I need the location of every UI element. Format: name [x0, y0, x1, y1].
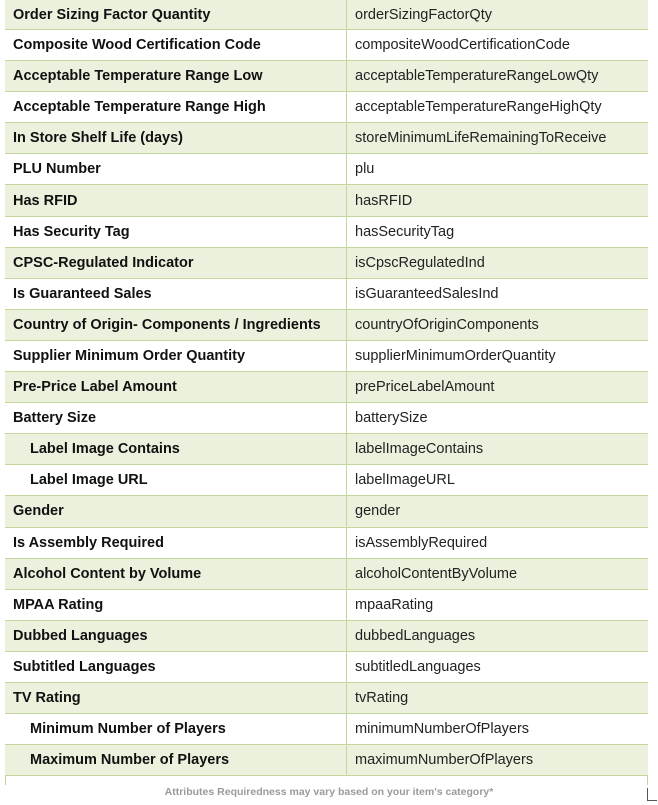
corner-mark	[647, 788, 657, 801]
attribute-label: Acceptable Temperature Range Low	[5, 61, 347, 91]
attribute-label: Maximum Number of Players	[5, 745, 347, 775]
table-row	[5, 248, 648, 279]
table-row	[5, 217, 648, 248]
attribute-field-name: countryOfOriginComponents	[355, 316, 539, 333]
table-row	[5, 434, 648, 465]
attribute-field-name: plu	[355, 161, 375, 178]
attribute-field-name: isCpscRegulatedInd	[355, 254, 485, 271]
attribute-label: Composite Wood Certification Code	[5, 30, 347, 60]
table-row	[5, 590, 648, 621]
attribute-field-name: alcoholContentByVolume	[355, 565, 518, 582]
table-row	[5, 185, 648, 216]
attribute-label: Gender	[5, 496, 347, 526]
table-row	[5, 154, 648, 185]
table-row	[5, 683, 648, 714]
table-row	[5, 528, 648, 559]
attribute-label: Country of Origin- Components / Ingredients	[5, 310, 347, 340]
attribute-label: Order Sizing Factor Quantity	[5, 0, 347, 29]
attribute-label: Pre-Price Label Amount	[5, 372, 347, 402]
attribute-label: Dubbed Languages	[5, 621, 347, 651]
attribute-field-name: supplierMinimumOrderQuantity	[355, 347, 556, 364]
attribute-field-name: minimumNumberOfPlayers	[355, 721, 530, 738]
attribute-field-name: isAssemblyRequired	[355, 534, 488, 551]
table-row	[5, 745, 648, 776]
attribute-label: Subtitled Languages	[5, 652, 347, 682]
attribute-label: Is Guaranteed Sales	[5, 279, 347, 309]
attribute-label: Alcohol Content by Volume	[5, 559, 347, 589]
table-row	[5, 30, 648, 61]
table-row	[5, 652, 648, 683]
attribute-field-name: storeMinimumLifeRemainingToReceive	[355, 130, 607, 147]
attribute-label: Battery Size	[5, 403, 347, 433]
attribute-label: MPAA Rating	[5, 590, 347, 620]
attribute-field-name: hasSecurityTag	[355, 223, 455, 240]
table-row	[5, 92, 648, 123]
attribute-field-name: dubbedLanguages	[355, 627, 476, 644]
attribute-field-name: acceptableTemperatureRangeHighQty	[355, 99, 602, 116]
attribute-field-name: batterySize	[355, 410, 428, 427]
attribute-label: Label Image Contains	[5, 434, 347, 464]
table-row	[5, 496, 648, 527]
attribute-field-name: isGuaranteedSalesInd	[355, 285, 499, 302]
table-row	[5, 0, 648, 30]
attribute-label: In Store Shelf Life (days)	[5, 123, 347, 153]
attribute-label: PLU Number	[5, 154, 347, 184]
attribute-field-name: maximumNumberOfPlayers	[355, 752, 534, 769]
attribute-field-name: labelImageContains	[355, 441, 484, 458]
table-row	[5, 403, 648, 434]
attribute-field-name: prePriceLabelAmount	[355, 379, 495, 396]
table-row	[5, 310, 648, 341]
attribute-field-name: mpaaRating	[355, 596, 434, 613]
attribute-table	[5, 0, 648, 776]
table-row	[5, 61, 648, 92]
attribute-label: Label Image URL	[5, 465, 347, 495]
attribute-field-name: acceptableTemperatureRangeLowQty	[355, 68, 599, 85]
attribute-label: Has RFID	[5, 185, 347, 215]
attribute-label: Is Assembly Required	[5, 528, 347, 558]
attribute-label: Minimum Number of Players	[5, 714, 347, 744]
attribute-label: TV Rating	[5, 683, 347, 713]
table-row	[5, 341, 648, 372]
attribute-label: Supplier Minimum Order Quantity	[5, 341, 347, 371]
footnote: Attributes Requiredness may vary based on your item's category*	[164, 786, 494, 798]
attribute-label: Has Security Tag	[5, 217, 347, 247]
attribute-field-name: compositeWoodCertificationCode	[355, 37, 570, 54]
table-row	[5, 714, 648, 745]
attribute-field-name: hasRFID	[355, 192, 413, 209]
table-row	[5, 465, 648, 496]
table-row	[5, 123, 648, 154]
table-row	[5, 279, 648, 310]
table-row	[5, 372, 648, 403]
table-row	[5, 559, 648, 590]
attribute-field-name: tvRating	[355, 690, 409, 707]
table-row	[5, 621, 648, 652]
attribute-label: CPSC-Regulated Indicator	[5, 248, 347, 278]
attribute-label: Acceptable Temperature Range High	[5, 92, 347, 122]
attribute-field-name: subtitledLanguages	[355, 658, 481, 675]
attribute-field-name: labelImageURL	[355, 472, 455, 489]
attribute-field-name: gender	[355, 503, 401, 520]
attribute-field-name: orderSizingFactorQty	[355, 6, 492, 23]
